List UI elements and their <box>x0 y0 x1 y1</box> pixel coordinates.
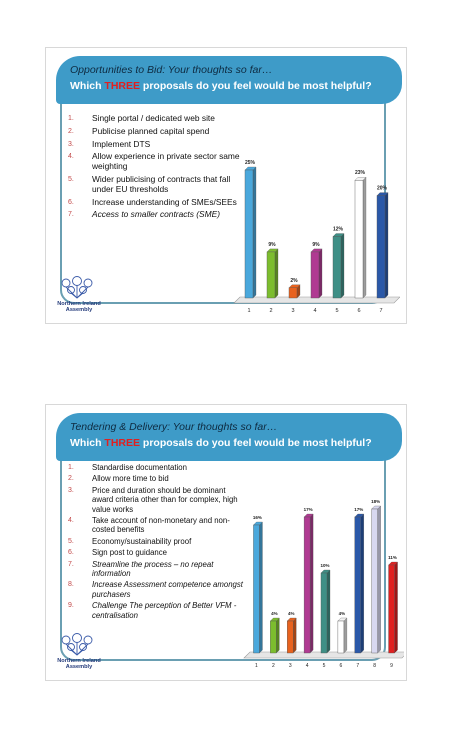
chart-bar <box>372 506 381 653</box>
slide-subtitle: Tendering & Delivery: Your thoughts so far… <box>70 421 278 433</box>
bar-side <box>310 514 313 653</box>
list-item <box>68 210 246 220</box>
bar-side <box>253 167 256 298</box>
item-number: 2. <box>68 475 74 483</box>
bar-side <box>319 249 322 298</box>
bar-front <box>267 252 275 298</box>
bar-front <box>333 237 341 298</box>
x-tick-label: 9 <box>390 663 393 669</box>
bar-value-label: 4% <box>287 611 295 616</box>
logo-line-2: Assembly <box>65 664 93 670</box>
x-tick-label: 5 <box>335 308 339 314</box>
item-text: Publicise planned capital spend <box>92 125 210 136</box>
logo-line-1: Northern Ireland <box>57 301 101 307</box>
bar-chart-svg <box>230 148 400 323</box>
item-number: 2. <box>68 127 74 135</box>
x-tick-label: 4 <box>313 308 317 314</box>
item-number: 9. <box>68 602 74 610</box>
item-number: 5. <box>68 175 74 183</box>
list-item <box>68 140 246 150</box>
chart-bar <box>289 285 300 298</box>
item-text: Allow experience in private sector same weighting <box>92 151 240 172</box>
bar-front <box>287 621 293 653</box>
slide-opportunities-to-bid <box>45 47 407 324</box>
item-number: 6. <box>68 549 74 557</box>
x-tick-label: 4 <box>305 663 309 669</box>
bar-side <box>344 618 347 653</box>
bar-value-label: 11% <box>388 555 397 560</box>
proposal-list <box>68 463 244 622</box>
chart-bar <box>245 167 256 298</box>
bar-side <box>293 618 296 653</box>
bar-side <box>361 514 364 653</box>
item-number: 7. <box>68 560 74 568</box>
x-tick-label: 6 <box>339 663 343 669</box>
chart-bar <box>311 249 322 298</box>
bar-front <box>270 621 276 653</box>
x-tick-label: 2 <box>269 308 273 314</box>
bar-side <box>395 562 398 653</box>
list-item <box>68 463 244 472</box>
item-text: Standardise documentation <box>92 463 187 472</box>
bar-value-label: 25% <box>244 160 256 166</box>
x-tick-label: 3 <box>291 308 295 314</box>
bar-side <box>259 522 262 653</box>
bar-value-label: 18% <box>371 499 381 504</box>
flax-flower-logo-icon <box>58 632 96 656</box>
item-text: Wider publicising of contracts that fall under EU thresholds <box>92 173 231 194</box>
question-highlight: THREE <box>104 437 141 449</box>
chart-bar <box>355 177 366 298</box>
flax-flower-logo-icon <box>58 275 96 299</box>
bar-side <box>363 177 366 298</box>
bar-chart <box>230 148 400 323</box>
list-item <box>68 175 246 195</box>
question-text-start: Which <box>70 80 105 92</box>
chart-bar <box>321 570 330 653</box>
bar-value-label: 9% <box>312 241 320 248</box>
item-text: Take account of non-monetary and non-costed benefits <box>92 516 230 535</box>
bar-value-label: 12% <box>332 226 344 233</box>
bar-side <box>276 618 279 653</box>
bar-side <box>378 506 381 653</box>
slide-question <box>70 80 372 92</box>
chart-bar <box>270 618 279 653</box>
item-text: Sign post to guidance <box>92 548 167 558</box>
chart-bar <box>267 249 278 298</box>
slide-question <box>70 437 372 449</box>
x-tick-label: 8 <box>373 663 377 669</box>
chart-bar <box>355 514 364 653</box>
item-text: Increase understanding of SMEs/SEEs <box>92 196 237 207</box>
x-tick-label: 1 <box>247 308 251 314</box>
chart-bar <box>338 618 347 653</box>
item-number: 7. <box>68 211 74 219</box>
bar-side <box>327 570 330 653</box>
bar-value-label: 10% <box>320 563 330 568</box>
item-text: Single portal / dedicated web site <box>92 113 215 123</box>
item-text: Challenge The perception of Better VFM - centralisation <box>92 601 237 620</box>
item-number: 5. <box>68 537 74 545</box>
item-number: 3. <box>68 140 74 148</box>
chart-bar <box>377 193 388 298</box>
list-item <box>68 548 244 557</box>
bar-chart <box>242 483 404 679</box>
item-text: Economy/sustainability proof <box>92 536 192 546</box>
list-item <box>68 152 246 172</box>
item-number: 1. <box>68 115 74 122</box>
item-number: 3. <box>68 486 74 494</box>
question-text-end: proposals do you feel would be most helpful? <box>140 437 372 449</box>
x-tick-label: 6 <box>357 308 361 314</box>
list-item <box>68 127 246 137</box>
bar-front <box>321 573 327 653</box>
bar-side <box>341 234 344 298</box>
bar-front <box>355 180 363 298</box>
item-text: Price and duration should be dominant award criteria other than for complex, high value works <box>92 485 238 514</box>
bar-value-label: 17% <box>354 507 364 512</box>
bar-front <box>245 170 253 298</box>
assembly-logo <box>52 275 106 317</box>
list-item <box>68 560 244 579</box>
question-text-start: Which <box>70 437 105 449</box>
item-text: Access to smaller contracts (SME) <box>92 209 220 220</box>
list-item <box>68 516 244 535</box>
slide-tendering-and-delivery <box>45 404 407 681</box>
question-text-end: proposals do you feel would be most helpful? <box>140 80 372 92</box>
x-tick-label: 1 <box>255 663 258 669</box>
list-item <box>68 601 244 620</box>
bar-front <box>304 517 310 653</box>
logo-line-1: Northern Ireland <box>57 658 101 664</box>
bar-value-label: 4% <box>338 611 346 616</box>
list-item <box>68 474 244 483</box>
bar-side <box>385 193 388 298</box>
slide-subtitle: Opportunities to Bid: Your thoughts so far… <box>70 64 273 76</box>
item-number: 4. <box>68 153 74 161</box>
x-tick-label: 5 <box>322 663 326 669</box>
assembly-logo <box>52 632 106 674</box>
bar-front <box>338 621 344 653</box>
item-number: 6. <box>68 198 74 206</box>
logo-line-2: Assembly <box>65 307 93 313</box>
list-item <box>68 537 244 546</box>
chart-bar <box>304 514 313 653</box>
chart-bar <box>253 522 262 653</box>
chart-bar <box>389 562 398 653</box>
bar-value-label: 17% <box>303 507 313 512</box>
item-text: Increase Assessment competence amongst purchasers <box>92 580 243 599</box>
slide-header <box>56 413 402 461</box>
slide-header <box>56 56 402 104</box>
item-number: 1. <box>68 464 74 471</box>
bar-value-label: 20% <box>376 185 388 192</box>
x-tick-label: 2 <box>271 663 275 669</box>
item-number: 4. <box>68 517 74 525</box>
question-highlight: THREE <box>104 80 141 92</box>
proposal-list <box>68 114 246 223</box>
bar-value-label: 9% <box>268 241 276 248</box>
bar-value-label: 4% <box>271 611 278 616</box>
chart-bar <box>287 618 296 653</box>
bar-value-label: 23% <box>354 170 366 177</box>
bar-front <box>372 509 378 653</box>
bar-side <box>275 249 278 298</box>
bar-chart-svg <box>242 483 404 679</box>
bar-front <box>355 517 361 653</box>
bar-front <box>377 196 385 298</box>
item-number: 8. <box>68 581 74 589</box>
bar-front <box>253 525 259 653</box>
x-tick-label: 7 <box>356 663 360 669</box>
item-text: Allow more time to bid <box>92 474 169 484</box>
x-tick-label: 3 <box>288 663 292 669</box>
x-tick-label: 7 <box>379 308 383 314</box>
list-item <box>68 114 246 124</box>
bar-value-label: 16% <box>252 515 262 520</box>
chart-bar <box>333 234 344 298</box>
list-item <box>68 198 246 208</box>
bar-value-label: 2% <box>290 277 298 284</box>
list-item <box>68 486 244 514</box>
list-item <box>68 580 244 599</box>
bar-front <box>389 565 395 653</box>
item-text: Implement DTS <box>92 138 151 149</box>
bar-front <box>311 252 319 298</box>
item-text: Streamline the process – no repeat information <box>92 559 214 579</box>
bar-front <box>289 288 297 298</box>
